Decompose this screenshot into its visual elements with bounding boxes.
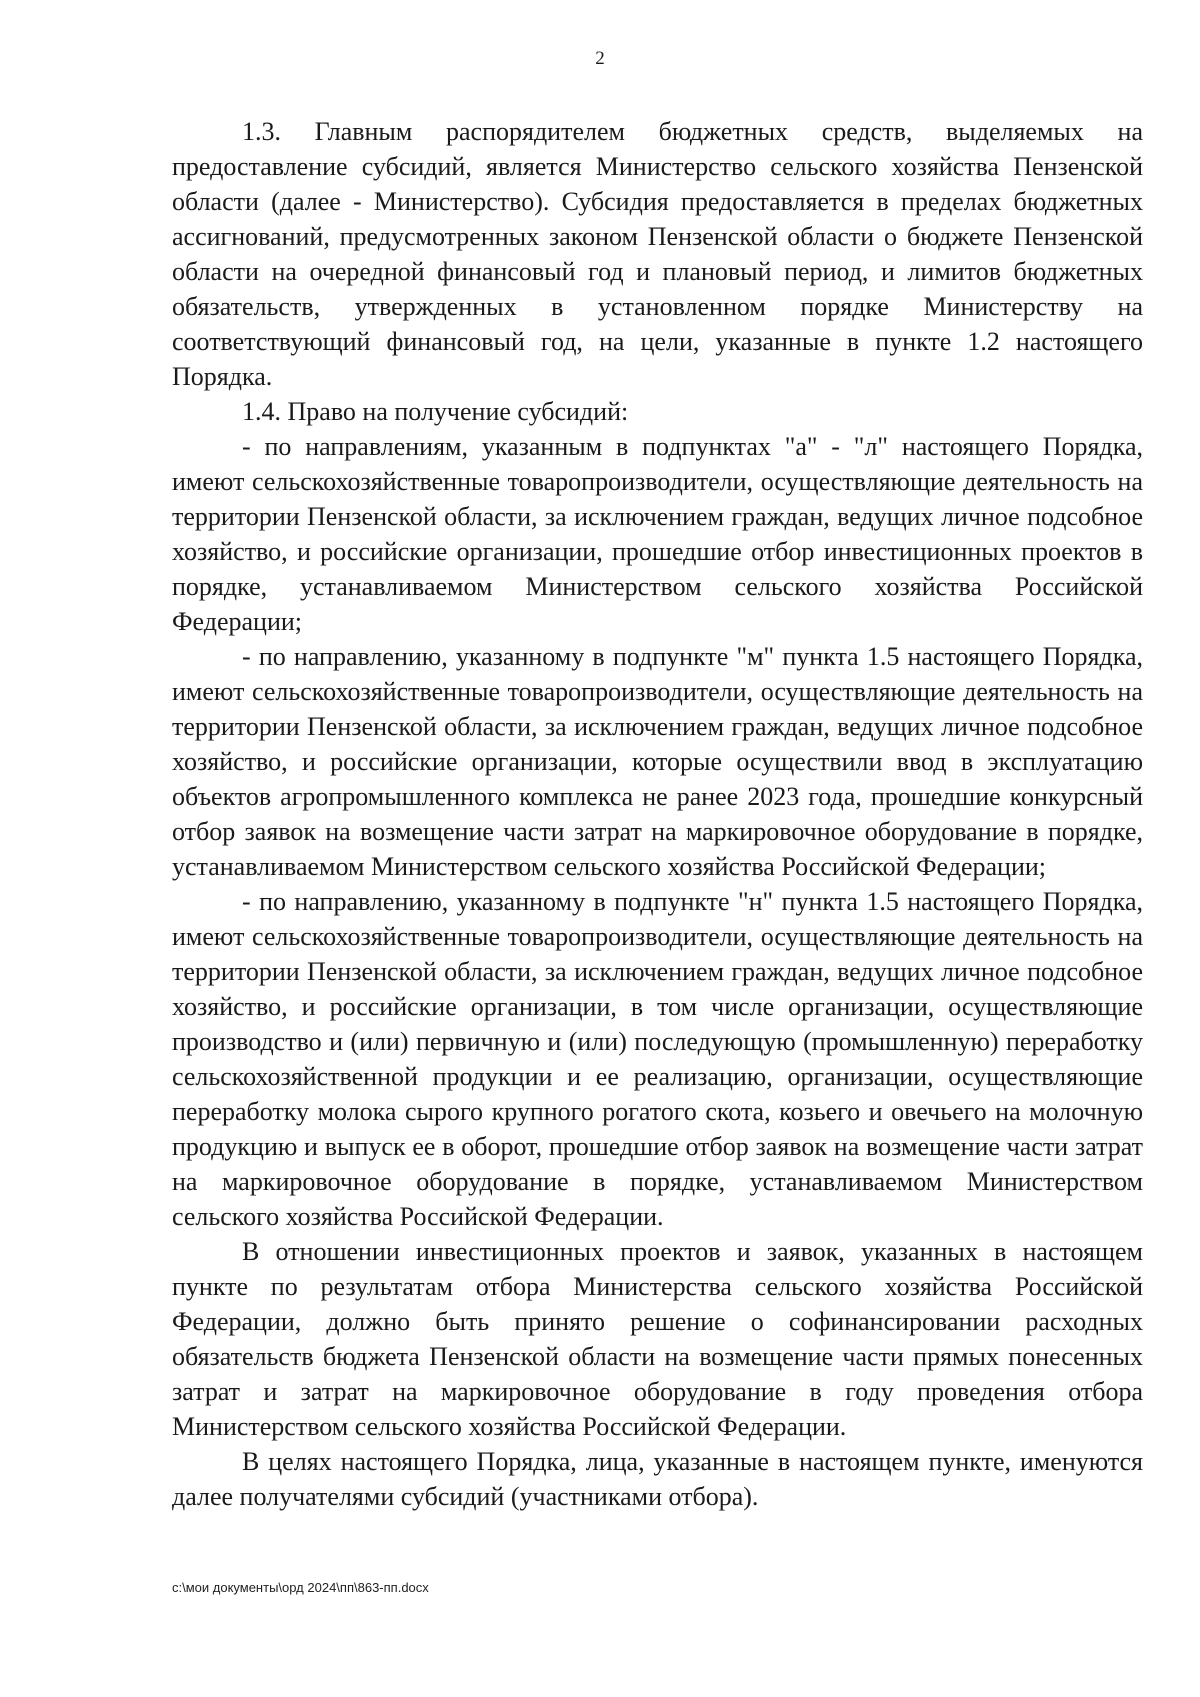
paragraph-investment-projects: В отношении инвестиционных проектов и заявок, указанных в настоящем пункте по результатам отбора Министерства сельского хозяйства Российской Федерации, должно быть принято решение о софинансировании расходных обязательств бюджета Пензенской области на возмещение части прямых понесенных затрат и затрат на маркировочное оборудование в году проведения отбора Министерством сельского хозяйства Российской Федерации. [172,1237,1143,1441]
subparagraph-m: - по направлению, указанному в подпункте "м" пункта 1.5 настоящего Порядка, имеют сельскохозяйственные товаропроизводители, осуществляющие деятельность на территории Пензенской области, за исключением граждан, ведущих личное подсобное хозяйство, и российские организации, которые осуществили ввод в эксплуатацию объектов агропромышленного комплекса не ранее 2023 года, прошедшие конкурсный отбор заявок на возмещение части затрат на маркировочное оборудование в порядке, устанавливаемом Министерством сельского хозяйства Российской Федерации; [172,642,1143,881]
page-number: 2 [595,48,605,69]
subparagraph-n: - по направлению, указанному в подпункте "н" пункта 1.5 настоящего Порядка, имеют сельскохозяйственные товаропроизводители, осуществляющие деятельность на территории Пензенской области, за исключением граждан, ведущих личное подсобное хозяйство, и российские организации, в том числе организации, осуществляющие производство и (или) первичную и (или) последующую (промышленную) переработку сельскохозяйственной продукции и ее реализацию, организации, осуществляющие переработку молока сырого крупного рогатого скота, козьего и овечьего на молочную продукцию и выпуск ее в оборот, прошедшие отбор заявок на возмещение части затрат на маркировочное оборудование в порядке, устанавливаемом Министерством сельского хозяйства Российской Федерации. [172,887,1143,1231]
paragraph-1-3: 1.3. Главным распорядителем бюджетных средств, выделяемых на предоставление субсидий, является Министерство сельского хозяйства Пензенской области (далее - Министерство). Субсидия предоставляется в пределах бюджетных ассигнований, предусмотренных законом Пензенской области о бюджете Пензенской области на очередной финансовый год и плановый период, и лимитов бюджетных обязательств, утвержденных в установленном порядке Министерству на соответствующий финансовый год, на цели, указанные в пункте 1.2 настоящего Порядка. [172,117,1143,391]
document-body [172,114,1143,1514]
subparagraph-a-l: - по направлениям, указанным в подпунктах "а" - "л" настоящего Порядка, имеют сельскохозяйственные товаропроизводители, осуществляющие деятельность на территории Пензенской области, за исключением граждан, ведущих личное подсобное хозяйство, и российские организации, прошедшие отбор инвестиционных проектов в порядке, устанавливаемом Министерством сельского хозяйства Российской Федерации; [172,432,1143,636]
paragraph-recipients-definition: В целях настоящего Порядка, лица, указанные в настоящем пункте, именуются далее получателями субсидий (участниками отбора). [172,1447,1143,1511]
footer-file-path: c:\мои документы\орд 2024\пп\863-пп.docx [172,1580,429,1595]
paragraph-1-4-heading: 1.4. Право на получение субсидий: [242,397,629,426]
